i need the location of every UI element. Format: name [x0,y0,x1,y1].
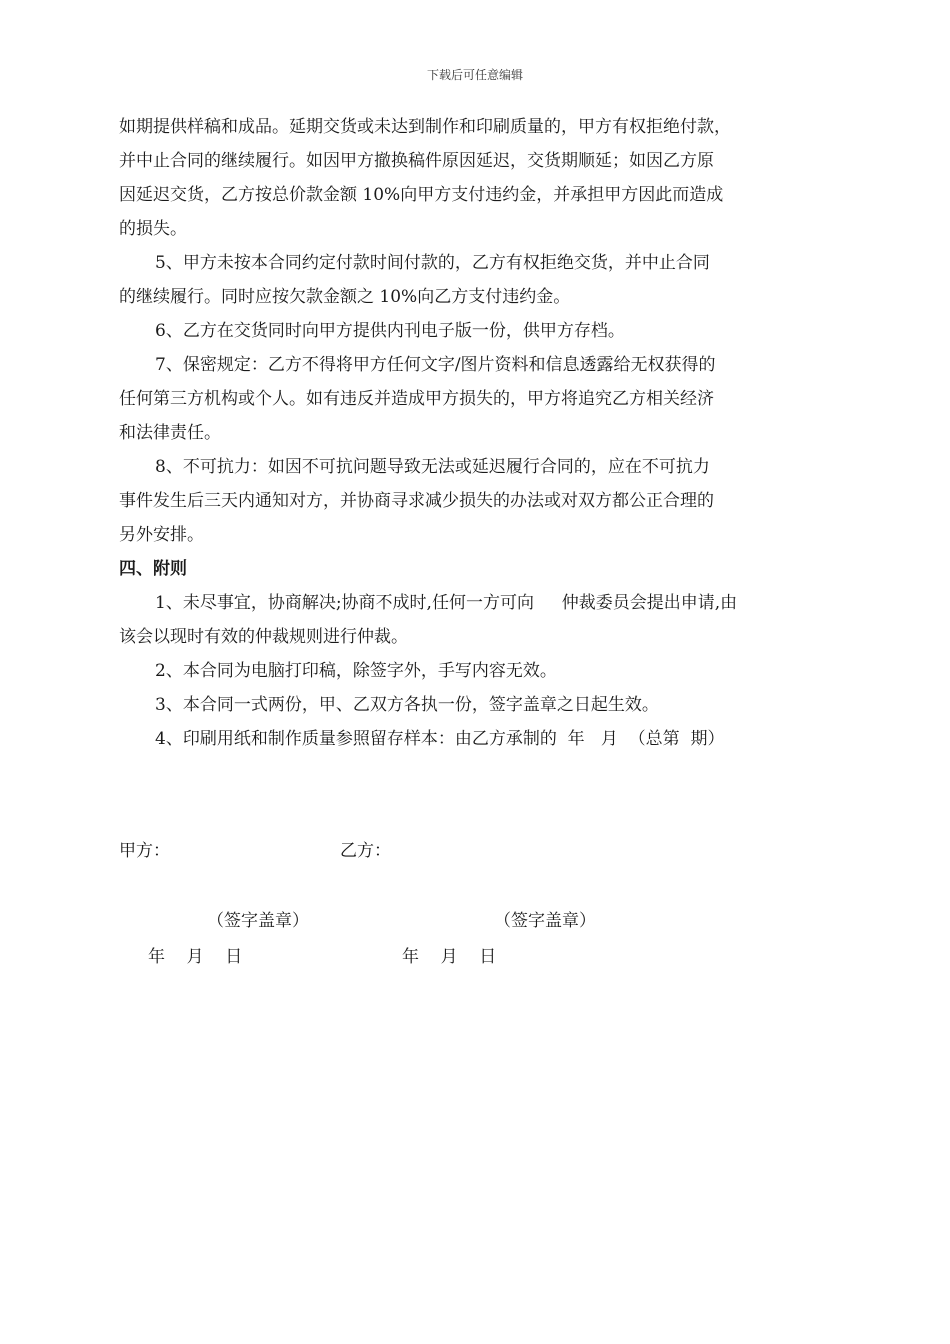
body-line: 因延迟交货，乙方按总价款金额 10%向甲方支付违约金，并承担甲方因此而造成 [119,185,724,205]
body-line: 5、甲方未按本合同约定付款时间付款的，乙方有权拒绝交货，并中止合同 [155,253,710,273]
party-a-label: 甲方： [119,841,170,861]
contract-body [119,110,819,756]
body-line: 7、保密规定：乙方不得将甲方任何文字/图片资料和信息透露给无权获得的 [155,355,716,375]
body-line: 的损失。 [119,219,187,239]
party-b-date: 年 月 日 [402,947,497,967]
section-heading: 四、附则 [119,559,187,579]
body-line: 8、不可抗力：如因不可抗问题导致无法或延迟履行合同的，应在不可抗力 [155,457,710,477]
body-line: 该会以现时有效的仲裁规则进行仲裁。 [119,627,408,647]
body-line: 4、印刷用纸和制作质量参照留存样本：由乙方承制的 年 月 （总第 期） [155,729,725,749]
party-b-seal: （签字盖章） [494,911,596,931]
party-b-label: 乙方： [340,841,391,861]
body-line: 1、未尽事宜，协商解决;协商不成时,任何一方可向 仲裁委员会提出申请,由 [155,593,738,613]
body-line: 2、本合同为电脑打印稿，除签字外，手写内容无效。 [155,661,557,681]
body-line: 另外安排。 [119,525,204,545]
body-line: 如期提供样稿和成品。延期交货或未达到制作和印刷质量的，甲方有权拒绝付款， [119,117,731,137]
body-line: 的继续履行。同时应按欠款金额之 10%向乙方支付违约金。 [119,287,571,307]
party-a-seal: （签字盖章） [207,911,309,931]
body-line: 任何第三方机构或个人。如有违反并造成甲方损失的，甲方将追究乙方相关经济 [119,389,714,409]
body-line: 事件发生后三天内通知对方，并协商寻求减少损失的办法或对双方都公正合理的 [119,491,714,511]
page-header-note: 下载后可任意编辑 [426,68,523,82]
party-a-date: 年 月 日 [148,947,243,967]
body-line: 和法律责任。 [119,423,221,443]
body-line: 并中止合同的继续履行。如因甲方撤换稿件原因延迟，交货期顺延；如因乙方原 [119,151,714,171]
body-line: 6、乙方在交货同时向甲方提供内刊电子版一份，供甲方存档。 [155,321,625,341]
body-line: 3、本合同一式两份，甲、乙双方各执一份，签字盖章之日起生效。 [155,695,659,715]
